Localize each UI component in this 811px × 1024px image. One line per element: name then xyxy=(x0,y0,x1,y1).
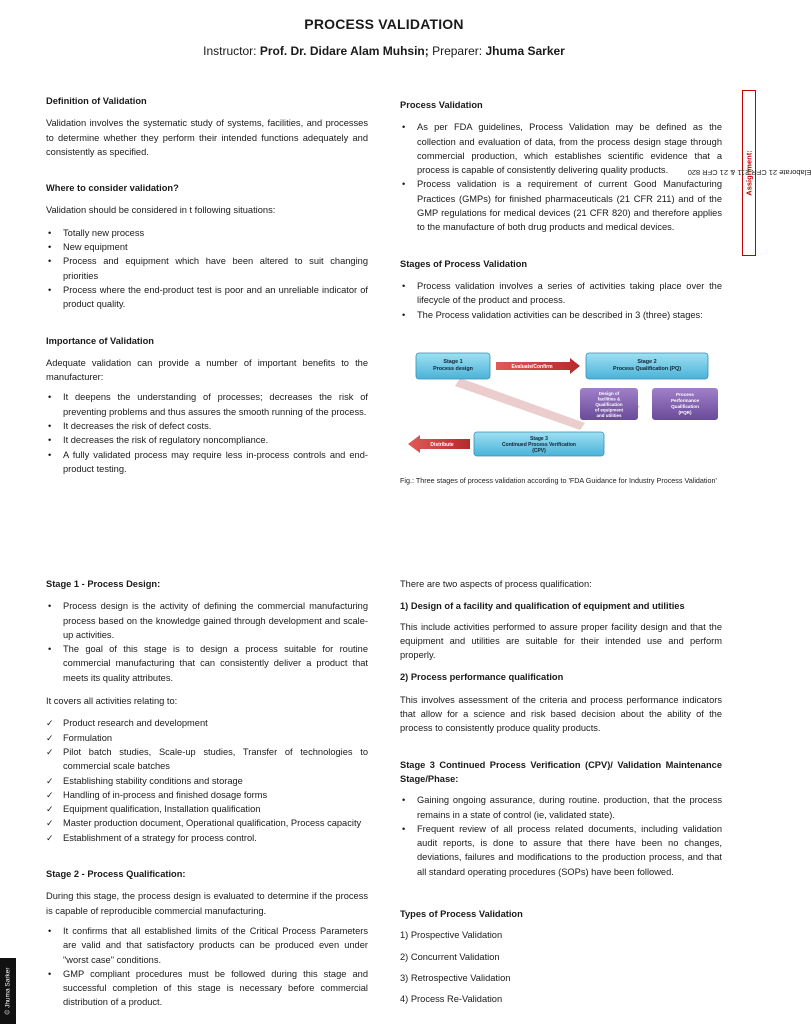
stage1-heading: Stage 1 - Process Design: xyxy=(46,579,161,589)
svg-text:Stage 3: Stage 3 xyxy=(530,436,548,442)
stage3-list xyxy=(400,793,722,879)
list-item: • A fully validated process may require less in-process controls and end-product testing. xyxy=(46,448,368,477)
preparer-name: Jhuma Sarker xyxy=(485,44,565,58)
col2-top xyxy=(400,98,722,322)
stage1-covers: It covers all activities relating to: xyxy=(46,696,178,707)
check-item: ✓ Establishing stability conditions and storage xyxy=(46,774,368,788)
assignment-note xyxy=(687,90,811,256)
aspect2-heading: 2) Process performance qualification xyxy=(400,672,564,683)
list-item: • It confirms that all established limits of the Critical Process Parameters are valid and that satisfactory products can be produced even under "worst case" conditions. xyxy=(46,924,368,967)
stages-list xyxy=(400,279,722,322)
svg-text:and utilities: and utilities xyxy=(596,413,622,418)
list-item: • Gaining ongoing assurance, during routine. production, that the process remains in a state of control (ie, validated state). xyxy=(400,793,722,822)
types-item: 3) Retrospective Validation xyxy=(400,972,511,983)
svg-text:Process: Process xyxy=(676,392,694,397)
list-item: • Process and equipment which have been altered to suit changing priorities xyxy=(46,254,368,283)
list-item: • Totally new process xyxy=(46,226,368,240)
stages-heading: Stages of Process Validation xyxy=(400,258,528,269)
pv-heading: Process Validation xyxy=(400,100,483,110)
stage1-label-a: Stage 1 xyxy=(443,359,463,365)
list-item: • Frequent review of all process related documents, including validation audit reports, is done to assure that there have been no changes, deviations, failures and modifications to the production process, and that all standard operating procedures (SOPs) have been followed. xyxy=(400,822,722,879)
definition-heading: Definition of Validation xyxy=(46,96,147,106)
list-item: • Process design is the activity of defining the commercial manufacturing process based on the knowledge gained through development and scale-up activities. xyxy=(46,599,368,642)
definition-body: Validation involves the systematic study of systems, facilities, and processes to determine whether they perform their intended functions adequately and consistently as specified. xyxy=(46,118,368,157)
list-item: • The Process validation activities can be described in 3 (three) stages: xyxy=(400,308,722,322)
check-item: ✓ Formulation xyxy=(46,731,368,745)
instructor-name: Prof. Dr. Didare Alam Muhsin; xyxy=(259,44,429,58)
check-item: ✓ Master production document, Operational qualification, Process capacity xyxy=(46,816,368,830)
svg-text:Qualification: Qualification xyxy=(671,404,699,409)
types-item: 1) Prospective Validation xyxy=(400,930,503,941)
instructor-label: Instructor: xyxy=(203,44,260,58)
list-item: • Process where the end-product test is poor and an unreliable indicator of product quality. xyxy=(46,283,368,312)
assignment-label: Assignment: xyxy=(744,150,754,196)
stage1-checklist xyxy=(46,716,368,845)
author-watermark xyxy=(0,958,16,1024)
page-subtitle xyxy=(0,44,768,58)
col2-bottom xyxy=(400,577,722,1007)
distribute-label: Distribute xyxy=(430,442,454,448)
where-intro: Validation should be considered in t following situations: xyxy=(46,205,276,216)
where-heading: Where to consider validation? xyxy=(46,183,179,194)
types-heading: Types of Process Validation xyxy=(400,909,523,920)
stage1-label-b: Process design xyxy=(433,366,473,372)
importance-intro: Adequate validation can provide a number of important benefits to the manufacturer: xyxy=(46,357,368,383)
check-item: ✓ Establishment of a strategy for process control. xyxy=(46,831,368,845)
importance-list xyxy=(46,390,368,476)
list-item: • It deepens the understanding of processes; decreases the risk of preventing problems and thus assures the smooth running of the process. xyxy=(46,390,368,419)
list-item: • Process validation involves a series of activities taking place over the lifecycle of the product and process. xyxy=(400,279,722,308)
watermark-text: © Jhuma Sarker xyxy=(4,967,12,1015)
page-title: PROCESS VALIDATION xyxy=(304,16,464,32)
importance-heading: Importance of Validation xyxy=(46,335,154,346)
col1-top xyxy=(46,94,368,476)
stage2-intro: During this stage, the process design is evaluated to determine if the process is capable of reproducible commercial manufacturing. xyxy=(46,891,368,916)
stage2-heading: Stage 2 - Process Qualification: xyxy=(46,869,186,880)
list-item: • As per FDA guidelines, Process Validation may be defined as the collection and evaluation of data, from the process design stage through commercial production, which establishes scientific evidence that a process is capable of consistently delivering quality products. xyxy=(400,120,722,177)
check-item: ✓ Product research and development xyxy=(46,716,368,730)
col1-bottom xyxy=(46,577,368,1010)
check-item: ✓ Pilot batch studies, Scale-up studies, Transfer of technologies to commercial scale batches xyxy=(46,745,368,774)
list-item: • GMP compliant procedures must be followed during this stage and successful completion of this stage is necessary before commercial distribution of a product. xyxy=(46,967,368,1010)
svg-text:Continued Process Verification: Continued Process Verification xyxy=(502,442,576,448)
process-validation-stages-diagram xyxy=(400,348,740,460)
figure-caption: Fig.: Three stages of process validation according to 'FDA Guidance for Industry Process Validation' xyxy=(400,476,717,485)
stage2-list xyxy=(46,924,368,1010)
svg-text:(PQR): (PQR) xyxy=(678,410,692,415)
stage1-list xyxy=(46,599,368,685)
svg-text:facilities &: facilities & xyxy=(597,396,621,402)
svg-text:Qualification: Qualification xyxy=(595,402,623,407)
svg-text:(CPV): (CPV) xyxy=(532,448,546,454)
list-item: • It decreases the risk of regulatory noncompliance. xyxy=(46,433,368,447)
list-item: • New equipment xyxy=(46,240,368,254)
list-item: • The goal of this stage is to design a process suitable for routine commercial manufacturing that can consistently deliver a product that meets its quality attributes. xyxy=(46,642,368,685)
types-item: 4) Process Re-Validation xyxy=(400,994,503,1005)
aspects-intro: There are two aspects of process qualification: xyxy=(400,579,592,589)
svg-text:of equipment: of equipment xyxy=(594,407,624,413)
aspect2-body: This involves assessment of the criteria and process performance indicators that allow for a science and risk based decision about the ability of the process to consistently produce quality products. xyxy=(400,694,722,734)
check-item: ✓ Handling of in-process and finished dosage forms xyxy=(46,788,368,802)
list-item: • Process validation is a requirement of current Good Manufacturing Practices (GMPs) for finished pharmaceuticals (21 CFR 211) and of the GMP regulations for medical devices (21 CFR 820) and therefore applies to the manufacture of both drug products and medical devices. xyxy=(400,177,722,234)
preparer-label: Preparer: xyxy=(428,44,486,58)
types-item: 2) Concurrent Validation xyxy=(400,951,500,962)
svg-text:Design of: Design of xyxy=(598,391,620,396)
list-item: • It decreases the risk of defect costs. xyxy=(46,419,368,433)
where-list xyxy=(46,226,368,312)
svg-text:Performance: Performance xyxy=(670,398,700,403)
check-item: ✓ Equipment qualification, Installation qualification xyxy=(46,802,368,816)
evaluate-label: Evaluate/Confirm xyxy=(511,364,553,370)
pv-list xyxy=(400,120,722,234)
stage2-label-a: Stage 2 xyxy=(637,359,657,365)
stage3-heading: Stage 3 Continued Process Verification (CPV)/ Validation Maintenance Stage/Phase: xyxy=(400,759,722,784)
aspect1-body: This include activities performed to assure proper facility design and that the equipment and utilities are suitable for their intended use and perform properly. xyxy=(400,621,722,661)
assignment-text: Elaborate 21 CFR 211 & 21 CFR 820 xyxy=(687,168,811,178)
stage2-label-b: Process Qualification (PQ) xyxy=(613,366,681,372)
aspect1-heading: 1) Design of a facility and qualification of equipment and utilities xyxy=(400,601,685,612)
